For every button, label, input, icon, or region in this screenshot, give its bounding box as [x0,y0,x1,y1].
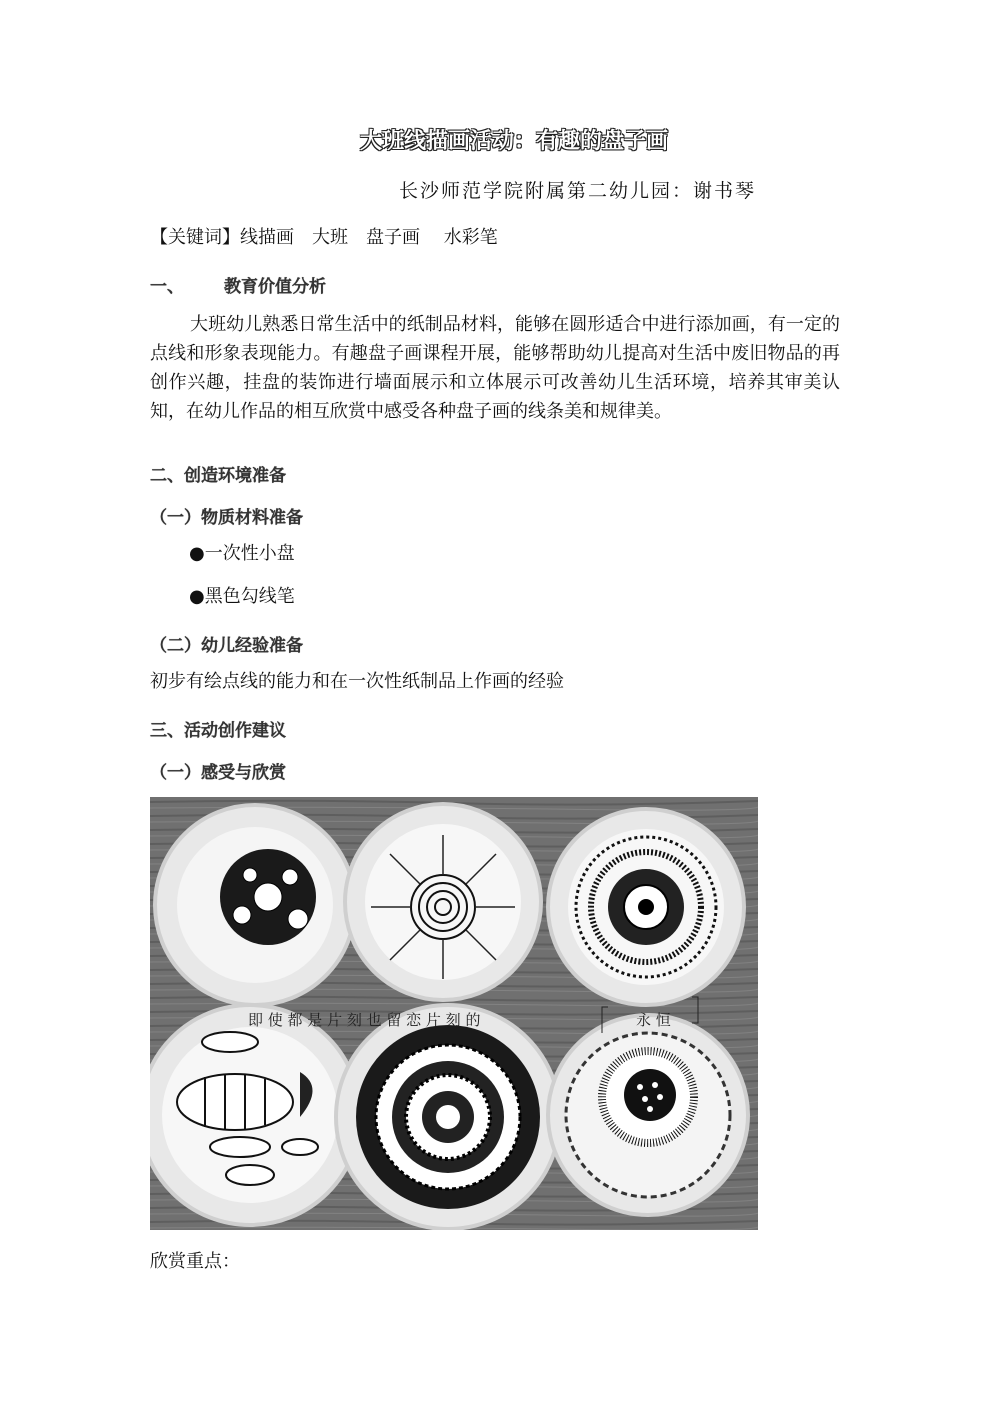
plate-tree-rings [345,804,541,1000]
experience-subheading: （二）幼儿经验准备 [150,636,303,656]
section-1-heading [150,272,326,297]
section-3-heading: 三、活动创作建议 [150,721,286,741]
author-byline: 长沙师范学院附属第二幼儿园：谢书琴 [398,180,756,202]
education-value-text: 大班幼儿熟悉日常生活中的纸制品材料，能够在圆形适合中进行添加画，有一定的点线和形象表现能力。有趣盘子画课程开展，能够帮助幼儿提高对生活中废旧物品的再创作兴趣，挂盘的装饰进行墙面展示和立体展示可改善幼儿生活环境，培养其审美认知，在幼儿作品的相互欣赏中感受各种盘子画的线条美和规律美。 [150,314,840,422]
appreciation-label: 欣赏重点： [150,1251,240,1272]
plate-fish [150,1005,360,1225]
materials-subheading: （一）物质材料准备 [150,508,303,528]
plates-photo [150,797,758,1230]
photo-overlay-caption: 即 使 都 是 片 刻 也 留 恋 片 刻 的 [248,1011,481,1029]
material-item-plate: ●一次性小盘 [189,543,295,564]
plate-dots-circles [155,805,355,1005]
section-2-heading: 二、创造环境准备 [150,466,286,486]
section-1-number: 一、 [150,277,184,297]
plate-mandala-rings [548,809,744,1005]
plate-sun-mandala [336,1005,560,1229]
plates-illustration [150,797,758,1230]
experience-text: 初步有绘点线的能力和在一次性纸制品上作画的经验 [150,671,564,692]
education-value-paragraph [150,310,840,426]
material-item-pen: ●黑色勾线笔 [189,586,295,607]
document-title: 大班线描画活动：有趣的盘子画 [359,129,668,154]
plate-floral [548,1015,748,1215]
keywords-line: 【关键词】线描画 大班 盘子画 水彩笔 [150,227,498,248]
photo-overlay-word: 永 恒 [636,1011,671,1029]
appreciation-subheading: （一）感受与欣赏 [150,763,286,783]
section-1-title: 教育价值分析 [224,277,326,297]
